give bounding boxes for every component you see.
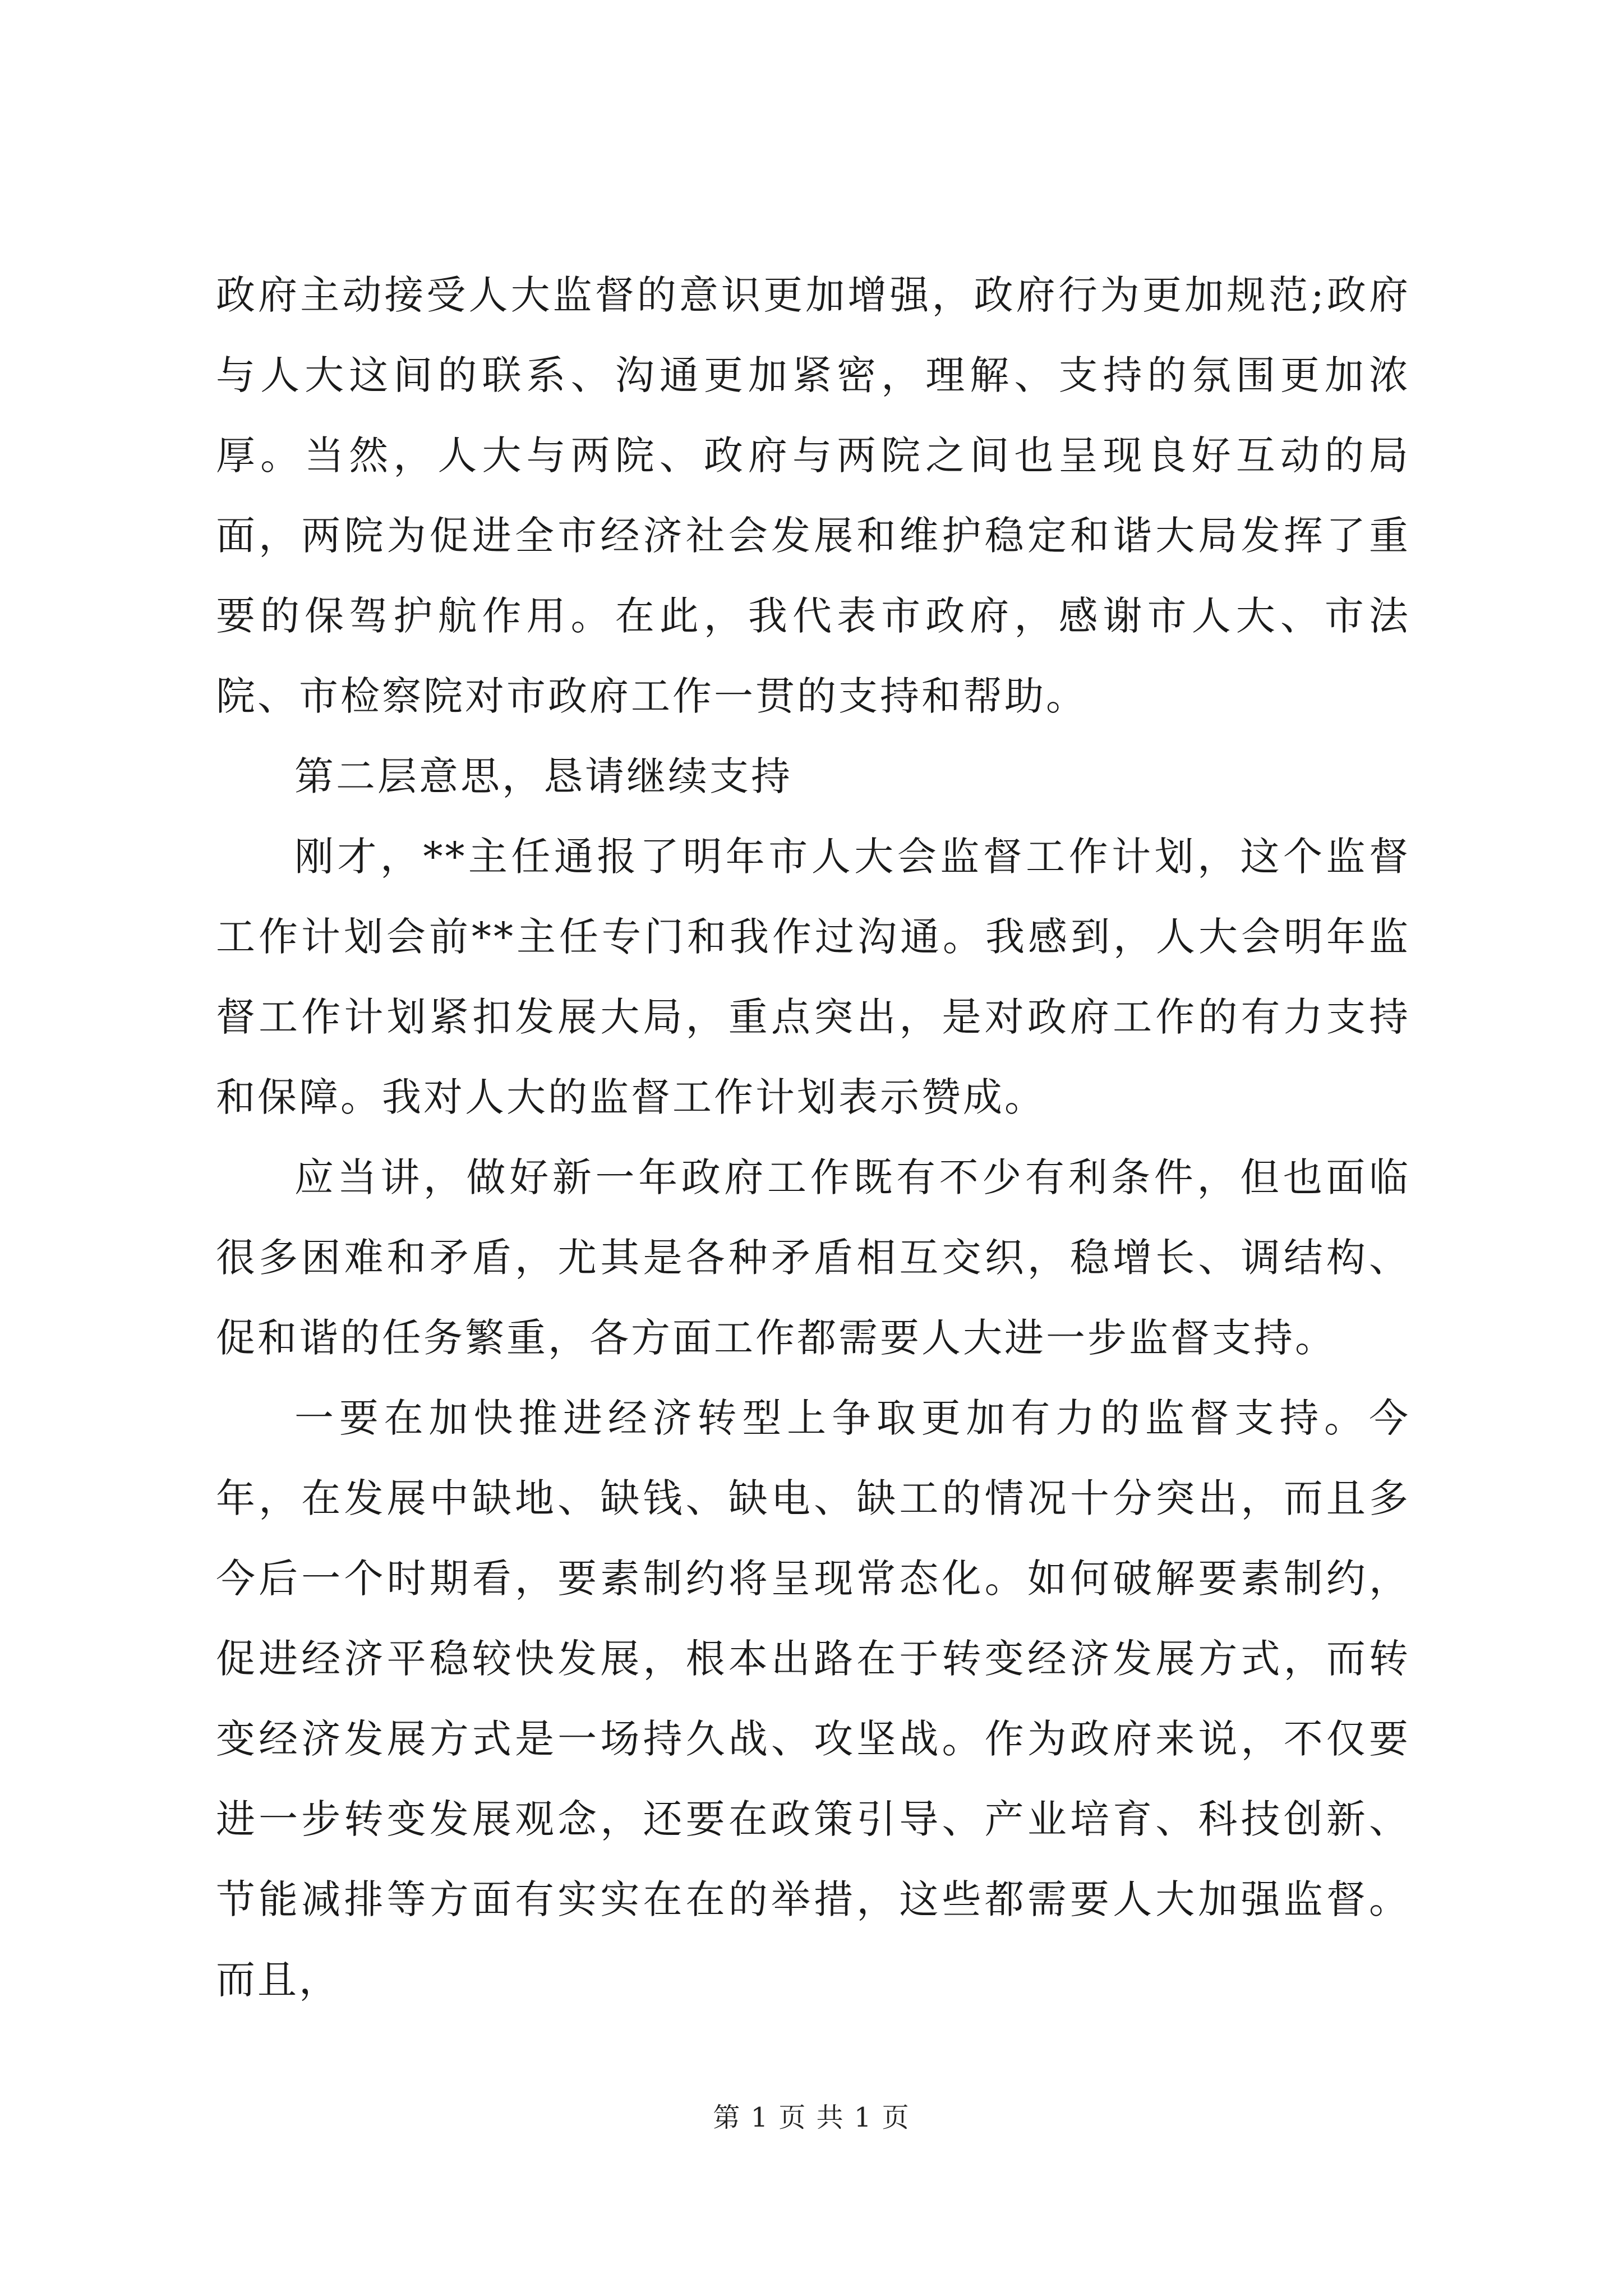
page-number-footer: 第 1 页 共 1 页 (713, 2102, 910, 2133)
paragraph-3: 刚才，**主任通报了明年市人大会监督工作计划，这个监督工作计划会前**主任专门和我作过沟通。我感到，人大会明年监督工作计划紧扣发展大局，重点突出，是对政府工作的有力支持和保障。我对人大的监督工作计划表示赞成。 (216, 834, 1410, 1120)
paragraph-1: 政府主动接受人大监督的意识更加增强，政府行为更加规范;政府与人大这间的联系、沟通更加紧密，理解、支持的氛围更加浓厚。当然，人大与两院、政府与两院之间也呈现良好互动的局面，两院为促进全市经济社会发展和维护稳定和谐大局发挥了重要的保驾护航作用。在此，我代表市政府，感谢市人大、市法院、市检察院对市政府工作一贯的支持和帮助。 (216, 272, 1410, 719)
paragraph-5: 一要在加快推进经济转型上争取更加有力的监督支持。今年，在发展中缺地、缺钱、缺电、缺工的情况十分突出，而且多今后一个时期看，要素制约将呈现常态化。如何破解要素制约，促进经济平稳较快发展，根本出路在于转变经济发展方式，而转变经济发展方式是一场持久战、攻坚战。作为政府来说，不仅要进一步转变发展观念，还要在政策引导、产业培育、科技创新、节能减排等方面有实实在在的举措，这些都需要人大加强监督。而且， (216, 1395, 1410, 2003)
paragraph-2-heading: 第二层意思，恳请继续支持 (294, 753, 792, 799)
document-body (216, 255, 1410, 2020)
paragraph-4: 应当讲，做好新一年政府工作既有不少有利条件，但也面临很多困难和矛盾，尤其是各种矛盾相互交织，稳增长、调结构、促和谐的任务繁重，各方面工作都需要人大进一步监督支持。 (216, 1154, 1410, 1361)
